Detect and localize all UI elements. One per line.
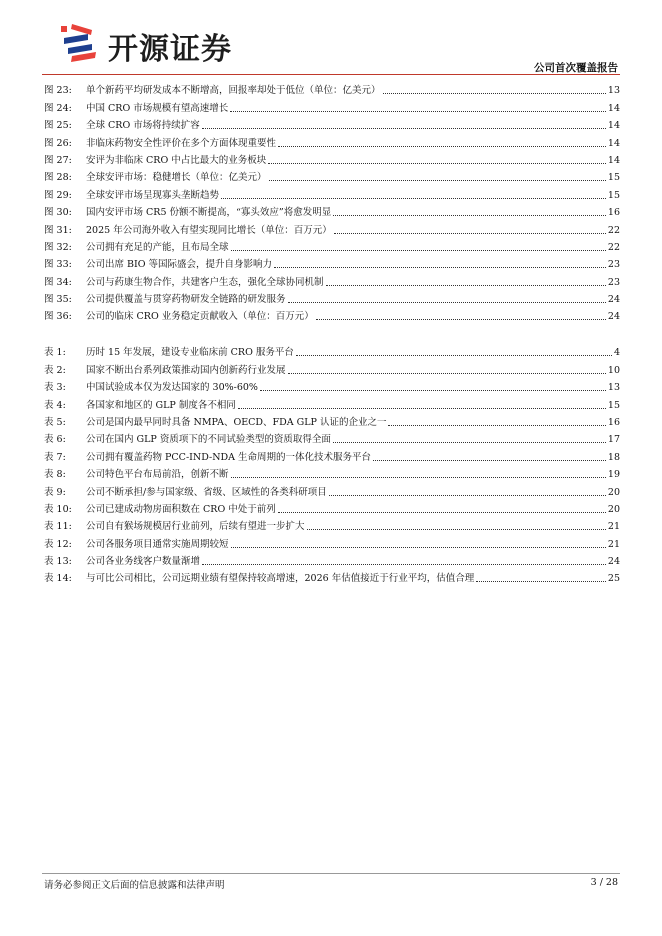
- figure-entry-label: 图 23:: [44, 85, 72, 97]
- table-entry[interactable]: [44, 516, 620, 533]
- table-entry-page: 17: [607, 434, 620, 446]
- figure-entry-label: 图 34:: [44, 276, 72, 288]
- dot-leader: [316, 319, 606, 320]
- figure-entry-page: 22: [607, 224, 620, 236]
- dot-leader: [333, 215, 606, 216]
- table-entry-page: 21: [607, 538, 620, 550]
- page-number: 3 / 28: [590, 877, 618, 888]
- table-entry-title: 公司各服务项目通常实施周期较短: [86, 538, 229, 550]
- figure-entry-label: 图 28:: [44, 172, 72, 184]
- table-entry-page: 15: [607, 399, 620, 411]
- figure-entry-label: 图 25:: [44, 120, 72, 132]
- dot-leader: [388, 425, 605, 426]
- figure-entry-title: 全球安评市场呈现寡头垄断趋势: [86, 189, 220, 201]
- table-entry-label: 表 2:: [44, 364, 66, 376]
- figure-entry-label: 图 36:: [44, 311, 72, 323]
- table-entry-label: 表 11:: [44, 521, 72, 533]
- figure-entry-title: 公司拥有充足的产能，且布局全球: [86, 241, 229, 253]
- figure-entry[interactable]: [44, 202, 620, 219]
- dot-leader: [221, 198, 606, 199]
- table-entry-title: 公司特色平台布局前沿，创新不断: [86, 469, 229, 481]
- table-entry-page: 10: [607, 364, 620, 376]
- figure-entry-title: 公司提供覆盖与贯穿药物研发全链路的研发服务: [86, 294, 286, 306]
- figure-entry-label: 图 33:: [44, 259, 72, 271]
- figure-entry-page: 23: [607, 276, 620, 288]
- table-entry-page: 18: [607, 451, 620, 463]
- table-entry[interactable]: [44, 377, 620, 394]
- figure-list: [44, 80, 620, 323]
- dot-leader: [274, 267, 606, 268]
- dot-leader: [307, 529, 606, 530]
- table-entry-page: 13: [607, 382, 620, 394]
- figure-entry-page: 22: [607, 241, 620, 253]
- table-entry-label: 表 1:: [44, 347, 66, 359]
- figure-entry-label: 图 27:: [44, 154, 72, 166]
- figure-entry[interactable]: [44, 306, 620, 323]
- dot-leader: [373, 460, 606, 461]
- figure-entry-title: 单个新药平均研发成本不断增高，回报率却处于低位（单位：亿美元）: [86, 85, 381, 97]
- table-entry-page: 16: [607, 416, 620, 428]
- figure-entry[interactable]: [44, 271, 620, 288]
- table-entry[interactable]: [44, 412, 620, 429]
- figure-entry-title: 公司出席 BIO 等国际盛会，提升自身影响力: [86, 259, 273, 271]
- table-list: [44, 342, 620, 585]
- figure-entry-title: 2025 年公司海外收入有望实现同比增长（单位：百万元）: [86, 224, 332, 236]
- header-divider: [42, 74, 620, 75]
- report-type: 公司首次覆盖报告: [534, 62, 618, 74]
- figure-entry-title: 公司与药康生物合作，共建客户生态，强化全球协同机制: [86, 276, 324, 288]
- figure-entry-page: 15: [607, 189, 620, 201]
- table-entry-title: 公司是国内最早同时具备 NMPA、OECD、FDA GLP 认证的企业之一: [86, 416, 387, 428]
- figure-entry-label: 图 24:: [44, 102, 72, 114]
- table-entry-label: 表 5:: [44, 416, 66, 428]
- table-entry[interactable]: [44, 342, 620, 359]
- table-entry[interactable]: [44, 481, 620, 498]
- dot-leader: [260, 390, 606, 391]
- dot-leader: [278, 146, 606, 147]
- table-entry-title: 公司自有猴场规模居行业前列，后续有望进一步扩大: [86, 521, 305, 533]
- figure-entry[interactable]: [44, 167, 620, 184]
- table-entry-label: 表 3:: [44, 382, 66, 394]
- figure-entry-title: 公司的临床 CRO 业务稳定贡献收入（单位：百万元）: [86, 311, 314, 323]
- figure-entry[interactable]: [44, 254, 620, 271]
- dot-leader: [329, 495, 606, 496]
- figure-entry[interactable]: [44, 132, 620, 149]
- figure-entry-page: 15: [607, 172, 620, 184]
- table-entry-title: 公司已建成动物房面积数在 CRO 中处于前列: [86, 503, 276, 515]
- figure-entry[interactable]: [44, 219, 620, 236]
- figure-entry[interactable]: [44, 150, 620, 167]
- dot-leader: [383, 93, 606, 94]
- figure-entry[interactable]: [44, 97, 620, 114]
- table-entry-label: 表 9:: [44, 486, 66, 498]
- table-entry[interactable]: [44, 464, 620, 481]
- figure-entry-title: 中国 CRO 市场规模有望高速增长: [86, 102, 229, 114]
- dot-leader: [278, 512, 606, 513]
- table-entry-title: 公司在国内 GLP 资质项下的不同试验类型的资质取得全面: [86, 434, 331, 446]
- table-entry-title: 中国试验成本仅为发达国家的 30%-60%: [86, 382, 258, 394]
- figure-entry-title: 全球 CRO 市场将持续扩容: [86, 120, 200, 132]
- figure-entry-title: 全球安评市场：稳健增长（单位：亿美元）: [86, 172, 267, 184]
- table-entry[interactable]: [44, 499, 620, 516]
- dot-leader: [326, 285, 606, 286]
- table-entry-label: 表 12:: [44, 538, 72, 550]
- figure-entry-label: 图 32:: [44, 241, 72, 253]
- dot-leader: [202, 564, 606, 565]
- brand-logo: [58, 22, 258, 67]
- figure-entry[interactable]: [44, 289, 620, 306]
- table-entry[interactable]: [44, 359, 620, 376]
- dot-leader: [288, 302, 606, 303]
- table-entry-page: 25: [607, 573, 620, 585]
- dot-leader: [296, 355, 612, 356]
- dot-leader: [202, 128, 606, 129]
- dot-leader: [476, 581, 606, 582]
- table-entry-label: 表 4:: [44, 399, 66, 411]
- dot-leader: [269, 180, 606, 181]
- figure-entry-page: 24: [607, 311, 620, 323]
- table-entry[interactable]: [44, 446, 620, 463]
- table-entry-page: 20: [607, 503, 620, 515]
- figure-entry-label: 图 31:: [44, 224, 72, 236]
- table-entry[interactable]: [44, 394, 620, 411]
- figure-entry-page: 23: [607, 259, 620, 271]
- table-entry-label: 表 7:: [44, 451, 66, 463]
- table-entry-title: 各国家和地区的 GLP 制度各不相同: [86, 399, 236, 411]
- footer-divider: [42, 873, 620, 874]
- figure-entry-page: 14: [607, 102, 620, 114]
- figure-entry-title: 非临床药物安全性评价在多个方面体现重要性: [86, 137, 277, 149]
- figure-entry[interactable]: [44, 115, 620, 132]
- table-entry-title: 公司不断承担/参与国家级、省级、区域性的各类科研项目: [86, 486, 327, 498]
- footer-disclaimer: 请务必参阅正文后面的信息披露和法律声明: [44, 880, 225, 891]
- table-entry-label: 表 8:: [44, 469, 66, 481]
- table-entry-title: 公司各业务线客户数量渐增: [86, 556, 201, 568]
- figure-entry-label: 图 26:: [44, 137, 72, 149]
- dot-leader: [230, 111, 606, 112]
- table-entry[interactable]: [44, 533, 620, 550]
- dot-leader: [268, 163, 606, 164]
- figure-entry-title: 国内安评市场 CR5 份额不断提高，“寡头效应”将愈发明显: [86, 207, 332, 219]
- brand-name: 开源证券: [108, 32, 232, 67]
- table-entry-title: 与可比公司相比，公司远期业绩有望保持较高增速，2026 年估值接近于行业平均，估值合理: [86, 573, 475, 585]
- table-entry-title: 国家不断出台系列政策推动国内创新药行业发展: [86, 364, 286, 376]
- dot-leader: [231, 477, 606, 478]
- table-entry-label: 表 10:: [44, 503, 72, 515]
- brand-logo-icon: [58, 22, 100, 62]
- dot-leader: [288, 373, 606, 374]
- dot-leader: [231, 250, 606, 251]
- figure-entry-title: 安评为非临床 CRO 中占比最大的业务板块: [86, 154, 267, 166]
- figure-entry[interactable]: [44, 80, 620, 97]
- figure-entry-page: 14: [607, 137, 620, 149]
- figure-entry-page: 16: [607, 207, 620, 219]
- table-entry-page: 19: [607, 469, 620, 481]
- figure-entry[interactable]: [44, 184, 620, 201]
- dot-leader: [334, 233, 606, 234]
- table-entry-title: 历时 15 年发展，建设专业临床前 CRO 服务平台: [86, 347, 294, 359]
- table-entry[interactable]: [44, 429, 620, 446]
- figure-entry-label: 图 29:: [44, 189, 72, 201]
- table-entry-title: 公司拥有覆盖药物 PCC-IND-NDA 生命周期的一体化技术服务平台: [86, 451, 372, 463]
- table-entry-page: 20: [607, 486, 620, 498]
- table-entry[interactable]: [44, 568, 620, 585]
- dot-leader: [231, 547, 606, 548]
- dot-leader: [238, 408, 606, 409]
- figure-entry-label: 图 30:: [44, 207, 72, 219]
- figure-entry-page: 14: [607, 154, 620, 166]
- figure-entry-label: 图 35:: [44, 294, 72, 306]
- figure-entry-page: 13: [607, 85, 620, 97]
- figure-entry-page: 14: [607, 120, 620, 132]
- figure-entry-page: 24: [607, 294, 620, 306]
- table-entry-page: 24: [607, 556, 620, 568]
- table-entry[interactable]: [44, 551, 620, 568]
- table-entry-page: 21: [607, 521, 620, 533]
- figure-entry[interactable]: [44, 237, 620, 254]
- table-entry-page: 4: [613, 347, 620, 359]
- table-entry-label: 表 6:: [44, 434, 66, 446]
- dot-leader: [333, 442, 606, 443]
- table-entry-label: 表 14:: [44, 573, 72, 585]
- table-entry-label: 表 13:: [44, 556, 72, 568]
